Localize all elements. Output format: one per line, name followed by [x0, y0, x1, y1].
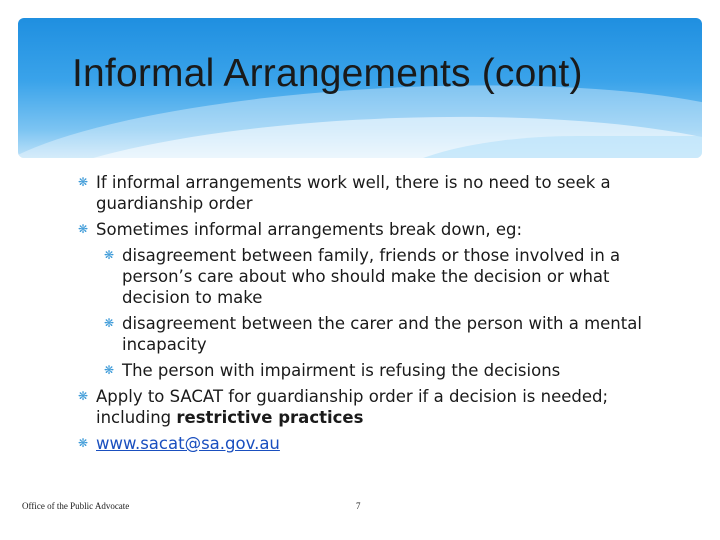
bullet-text: disagreement between family, friends or those involved in a person’s care about who should make the decision or what decision to make [122, 246, 621, 307]
list-item [104, 313, 678, 355]
asterisk-bullet-icon: ❋ [104, 316, 115, 330]
bullet-text: Sometimes informal arrangements break down, eg: [96, 220, 523, 239]
bullet-text: If informal arrangements work well, there is no need to seek a guardianship order [96, 173, 611, 213]
footer-organization: Office of the Public Advocate [22, 501, 130, 511]
list-item [78, 433, 678, 454]
bullet-text: disagreement between the carer and the person with a mental incapacity [122, 314, 642, 354]
asterisk-bullet-icon: ❋ [78, 389, 89, 403]
sacat-link[interactable]: www.sacat@sa.gov.au [96, 434, 280, 453]
list-item [78, 386, 678, 428]
asterisk-bullet-icon: ❋ [104, 248, 115, 262]
asterisk-bullet-icon: ❋ [78, 436, 89, 450]
slide-title: Informal Arrangements (cont) [72, 52, 583, 95]
asterisk-bullet-icon: ❋ [104, 363, 115, 377]
bullet-bold-text: restrictive practices [176, 408, 364, 427]
asterisk-bullet-icon: ❋ [78, 175, 89, 189]
asterisk-bullet-icon: ❋ [78, 222, 89, 236]
list-item [104, 360, 678, 381]
list-item [78, 219, 678, 240]
page-number: 7 [356, 501, 361, 511]
bullet-text: The person with impairment is refusing the decisions [122, 361, 561, 380]
list-item [78, 172, 678, 214]
list-item [104, 245, 678, 308]
bullet-list [78, 172, 678, 459]
bullet-text: Apply to SACAT for guardianship order if a decision is needed; including [96, 387, 609, 427]
